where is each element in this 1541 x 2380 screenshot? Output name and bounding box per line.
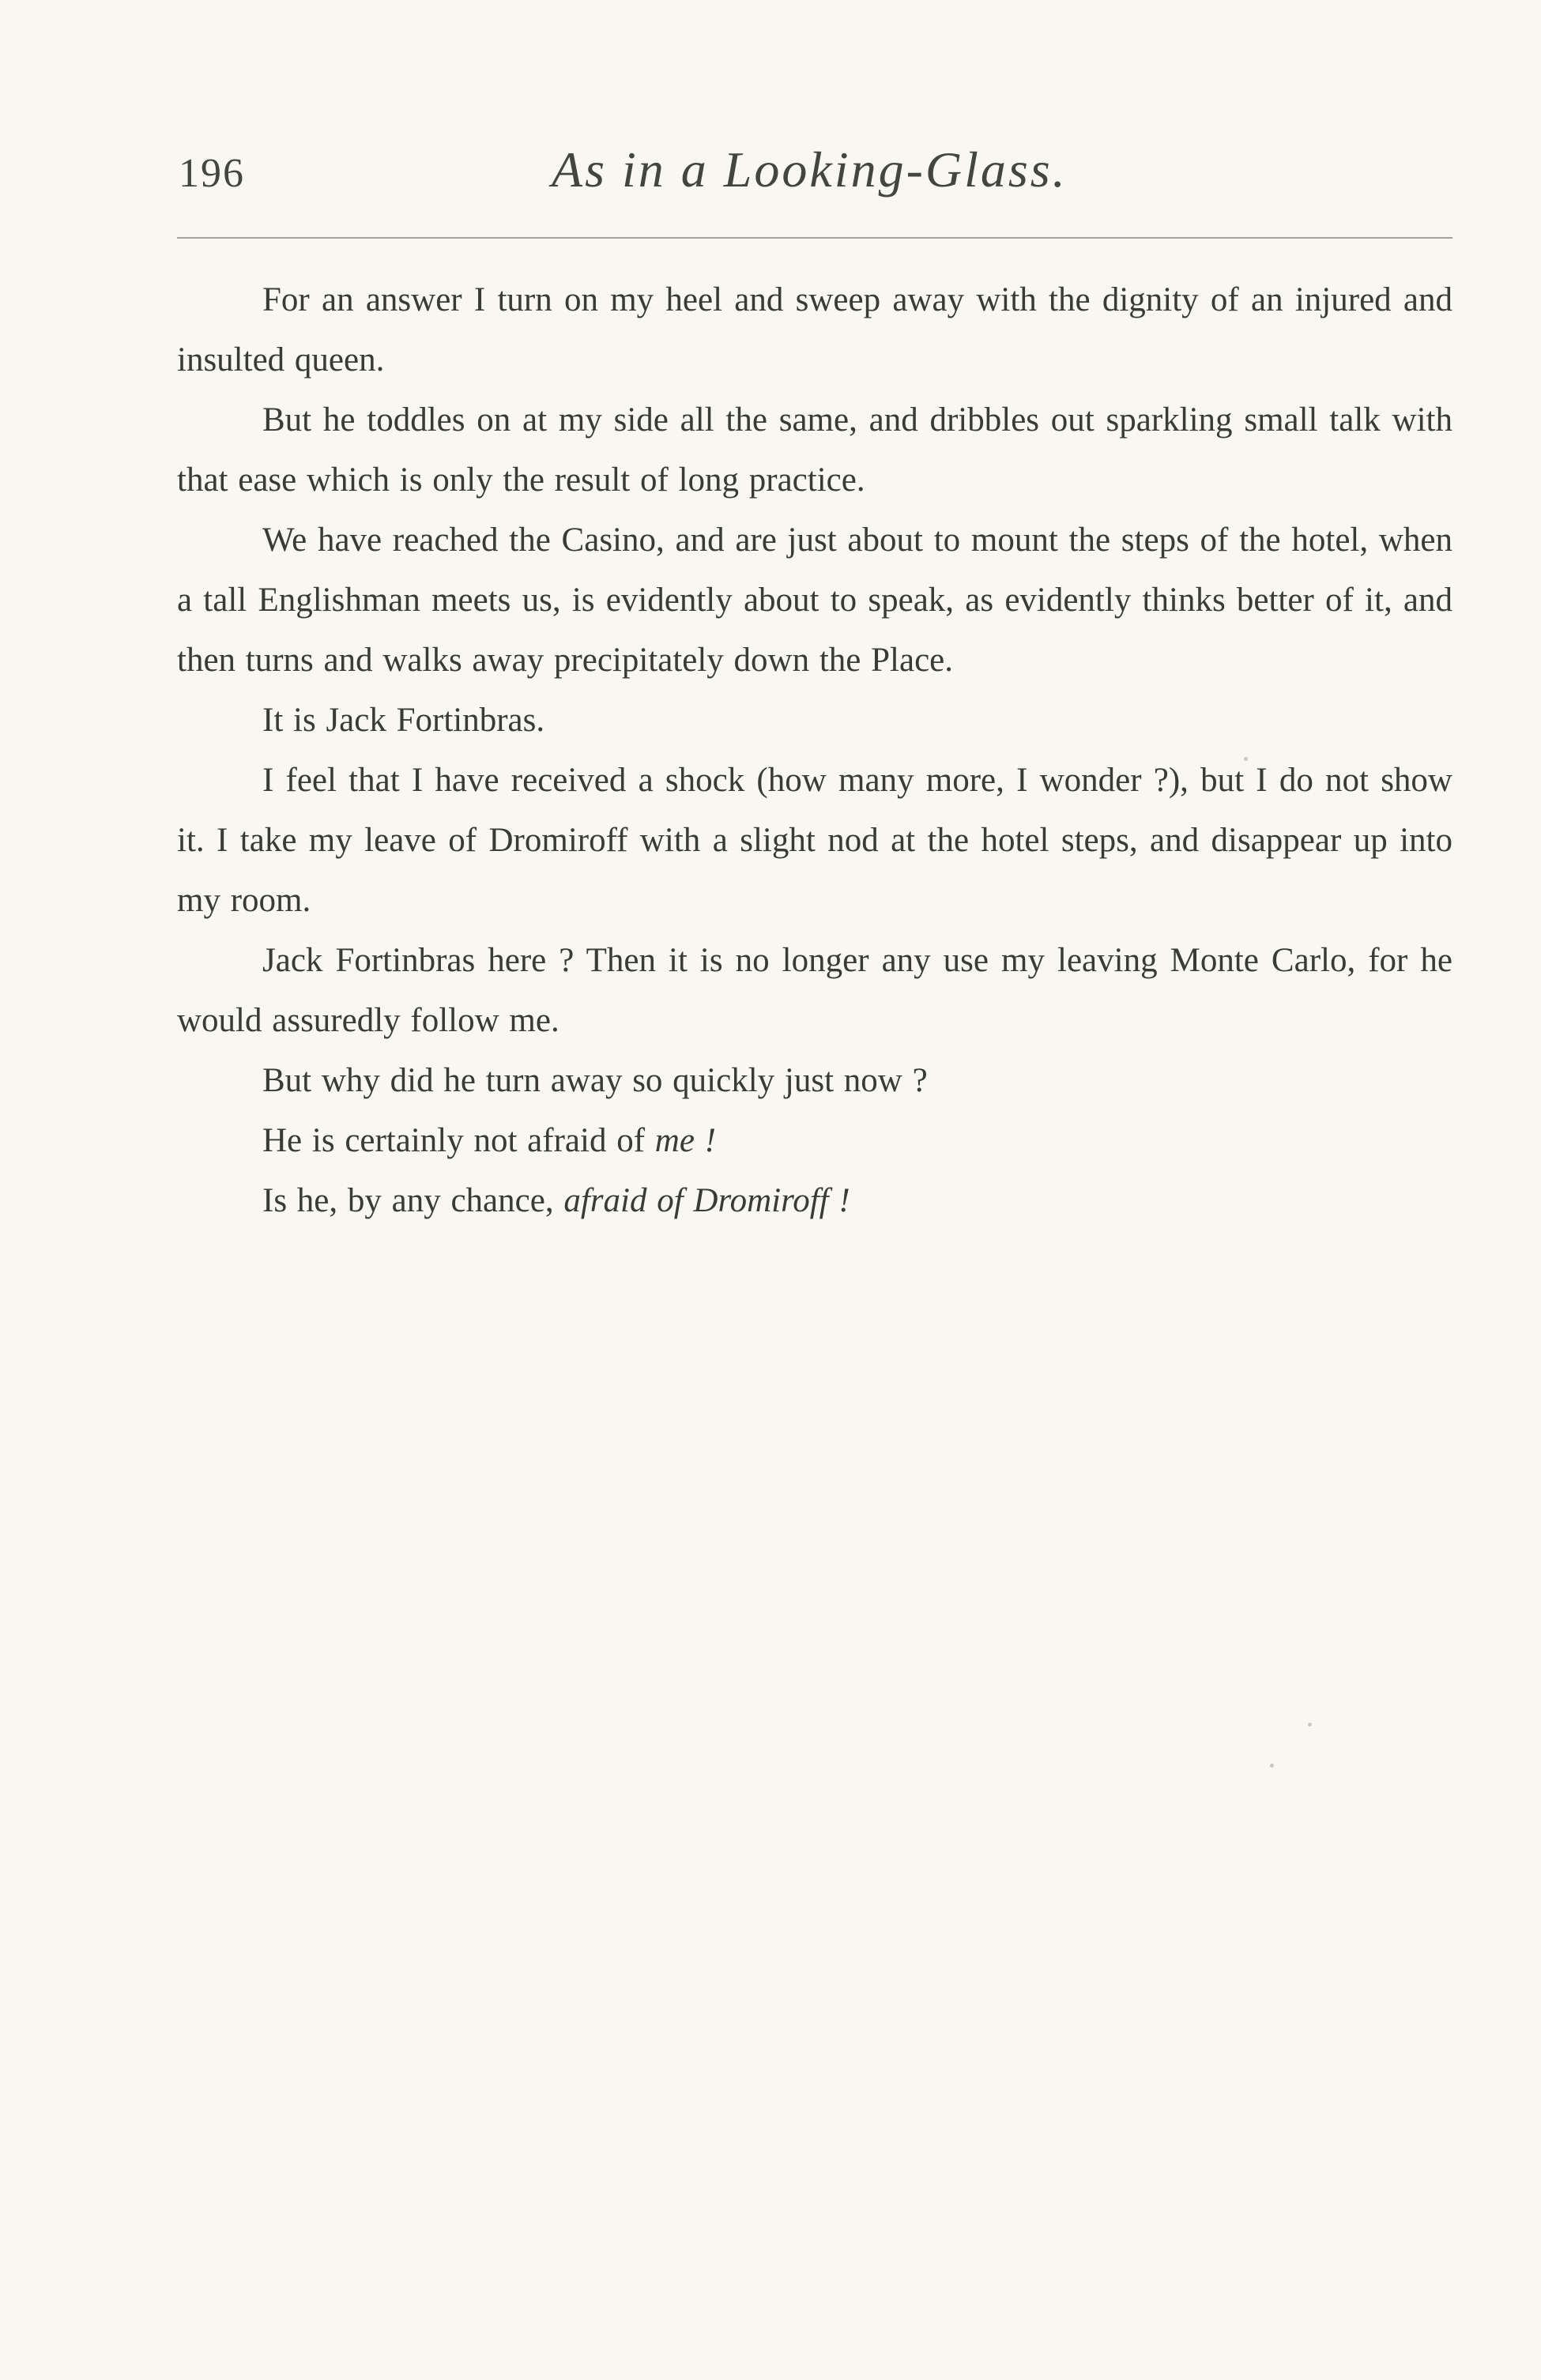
running-title: As in a Looking-Glass. <box>552 141 1068 198</box>
header-rule <box>177 237 1452 239</box>
paper-speck <box>1270 1764 1274 1768</box>
paragraph-text: Is he, by any chance, <box>262 1182 564 1219</box>
paragraph <box>177 1171 1452 1231</box>
paragraph-text: He is certainly not afraid of <box>262 1122 655 1159</box>
body-text <box>177 270 1452 1231</box>
paper-speck <box>1308 1723 1312 1727</box>
paragraph <box>177 1111 1452 1171</box>
paragraph: We have reached the Casino, and are just about to mount the steps of the hotel, when a tall Englishman meets us, is evidently about to speak, as evidently thinks better of it, and then turns and walks away precipitately down the Place. <box>177 522 1452 679</box>
paragraph: I feel that I have received a shock (how many more, I wonder ?), but I do not show it. I take my leave of Dromiroff with a slight nod at the hotel steps, and disappear up into my room. <box>177 762 1452 919</box>
paragraph: It is Jack Fortinbras. <box>262 702 545 739</box>
italic-text: me ! <box>654 1122 716 1159</box>
paragraph: But he toddles on at my side all the same, and dribbles out sparkling small talk with that ease which is only the result of long practice. <box>177 401 1452 499</box>
paper-speck <box>1244 757 1248 761</box>
paragraph: Jack Fortinbras here ? Then it is no longer any use my leaving Monte Carlo, for he would assuredly follow me. <box>177 942 1452 1039</box>
page-number: 196 <box>179 151 245 196</box>
paragraph: But why did he turn away so quickly just now ? <box>262 1062 928 1099</box>
paragraph: For an answer I turn on my heel and sweep away with the dignity of an injured and insulted queen. <box>177 281 1452 378</box>
italic-text: afraid of Dromiroff ! <box>563 1182 850 1219</box>
running-head <box>177 141 1452 212</box>
